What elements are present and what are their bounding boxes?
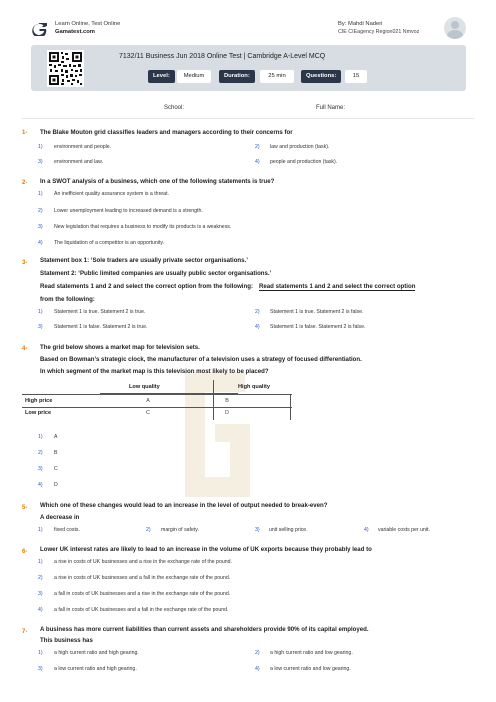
option-text[interactable]: The liquidation of a competitor is an opportunity. bbox=[54, 240, 165, 246]
questions-value: 15 bbox=[345, 70, 367, 83]
question-number: 2- bbox=[22, 180, 28, 186]
table-cell: B bbox=[225, 398, 229, 404]
option-number[interactable]: 2) bbox=[38, 575, 43, 581]
table-col-header: Low quality bbox=[129, 384, 160, 390]
full-name-field-label: Full Name: bbox=[316, 105, 346, 111]
level-value: Medium bbox=[177, 70, 211, 83]
option-number[interactable]: 1) bbox=[38, 434, 43, 440]
question-text: A decrease in bbox=[40, 514, 80, 521]
option-number[interactable]: 2) bbox=[146, 527, 151, 533]
option-number[interactable]: 2) bbox=[38, 450, 43, 456]
option-text[interactable]: a high current ratio and low gearing. bbox=[270, 650, 353, 656]
question-text: Statement 2: ‘Public limited companies are usually public sector organisations.’ bbox=[40, 270, 272, 277]
question-text: The grid below shows a market map for television sets. bbox=[40, 344, 200, 351]
option-number[interactable]: 3) bbox=[38, 466, 43, 472]
duration-value: 25 min bbox=[260, 70, 294, 83]
option-number[interactable]: 2) bbox=[38, 208, 43, 214]
option-number[interactable]: 1) bbox=[38, 559, 43, 565]
option-number[interactable]: 1) bbox=[38, 527, 43, 533]
question-text: Read statements 1 and 2 and select the correct option from the following: bbox=[40, 283, 253, 290]
option-number[interactable]: 4) bbox=[38, 240, 43, 246]
option-text[interactable]: Statement 1 is true. Statement 2 is false. bbox=[270, 309, 364, 315]
option-number[interactable]: 1) bbox=[38, 650, 43, 656]
question-text-underlined: Read statements 1 and 2 and select the correct option bbox=[259, 283, 416, 290]
table-cell: A bbox=[146, 398, 150, 404]
option-text[interactable]: a low current ratio and low gearing. bbox=[270, 666, 351, 672]
author-name: By: Mahdi Naderi bbox=[338, 21, 383, 27]
option-text[interactable]: unit selling price. bbox=[269, 527, 308, 533]
test-title: 7132/11 Business Jun 2018 Online Test | Cambridge A-Level MCQ bbox=[119, 53, 326, 60]
option-text[interactable]: C bbox=[54, 466, 58, 472]
option-number[interactable]: 3) bbox=[38, 224, 43, 230]
option-text[interactable]: fixed costs. bbox=[54, 527, 80, 533]
table-rule bbox=[22, 407, 292, 408]
option-text[interactable]: A bbox=[54, 434, 58, 440]
avatar-head-shape bbox=[451, 21, 459, 29]
author-avatar bbox=[444, 17, 466, 39]
question-number: 4- bbox=[22, 346, 28, 352]
option-text[interactable]: people and production (task). bbox=[270, 159, 338, 165]
option-number[interactable]: 3) bbox=[38, 666, 43, 672]
page-header bbox=[0, 0, 496, 44]
option-number[interactable]: 2) bbox=[255, 144, 260, 150]
option-number[interactable]: 4) bbox=[255, 666, 260, 672]
avatar-body-shape bbox=[447, 30, 463, 39]
question-text: A business has more current liabilities than current assets and shareholders provide 90% of its capital employed. bbox=[40, 626, 369, 633]
author-affiliation: CIE CIEagency Region021 Nmvoz bbox=[338, 29, 420, 35]
option-text[interactable]: Statement 1 is true. Statement 2 is true. bbox=[54, 309, 146, 315]
option-text[interactable]: Lower unemployment leading to increased demand is a strength. bbox=[54, 208, 203, 214]
question-text: In which segment of the market map is this television most likely to be placed? bbox=[40, 368, 269, 375]
option-number[interactable]: 4) bbox=[38, 482, 43, 488]
question-text: The Blake Mouton grid classifies leaders and managers according to their concerns for bbox=[40, 129, 293, 136]
option-number[interactable]: 3) bbox=[38, 591, 43, 597]
qr-code-icon[interactable] bbox=[47, 50, 84, 87]
option-number[interactable]: 3) bbox=[255, 527, 260, 533]
question-text: In a SWOT analysis of a business, which one of the following statements is true? bbox=[40, 178, 275, 185]
option-number[interactable]: 4) bbox=[255, 324, 260, 330]
option-text[interactable]: a low current ratio and high gearing. bbox=[54, 666, 137, 672]
option-text[interactable]: environment and people. bbox=[54, 144, 112, 150]
option-text[interactable]: a rise in costs of UK businesses and a rise in the exchange rate of the pound. bbox=[54, 559, 232, 565]
option-text[interactable]: a fall in costs of UK businesses and a fall in the exchange rate of the pound. bbox=[54, 607, 229, 613]
market-map-table bbox=[22, 380, 474, 420]
brand-site-link[interactable]: Gamatest.com bbox=[55, 29, 95, 35]
table-cell: D bbox=[225, 410, 229, 416]
table-col-header: High quality bbox=[238, 384, 271, 390]
table-row-label: High price bbox=[25, 398, 53, 404]
option-text[interactable]: B bbox=[54, 450, 58, 456]
option-text[interactable]: a fall in costs of UK businesses and a rise in the exchange rate of the pound. bbox=[54, 591, 231, 597]
option-text[interactable]: D bbox=[54, 482, 58, 488]
questions-label: Questions: bbox=[301, 70, 341, 83]
option-number[interactable]: 1) bbox=[38, 309, 43, 315]
option-number[interactable]: 4) bbox=[364, 527, 369, 533]
question-text: Statement box 1: ‘Sole traders are usually private sector organisations.’ bbox=[40, 257, 248, 264]
table-rule bbox=[22, 394, 292, 395]
option-text[interactable]: variable costs per unit. bbox=[378, 527, 430, 533]
question-text: from the following: bbox=[40, 296, 95, 303]
option-number[interactable]: 1) bbox=[38, 191, 43, 197]
option-number[interactable]: 3) bbox=[38, 159, 43, 165]
question-number: 3- bbox=[22, 260, 28, 266]
option-text[interactable]: environment and law. bbox=[54, 159, 104, 165]
school-field-label: School: bbox=[164, 105, 185, 111]
question-number: 5- bbox=[22, 505, 28, 511]
option-number[interactable]: 3) bbox=[38, 324, 43, 330]
divider bbox=[22, 118, 474, 119]
question-text: This business has bbox=[40, 637, 93, 644]
question-number: 7- bbox=[22, 629, 28, 635]
question-text: Lower UK interest rates are likely to lead to an increase in the volume of UK exports because they probably lead to bbox=[40, 546, 372, 553]
option-text[interactable]: law and production (task). bbox=[270, 144, 330, 150]
option-number[interactable]: 4) bbox=[255, 159, 260, 165]
option-number[interactable]: 4) bbox=[38, 607, 43, 613]
option-number[interactable]: 1) bbox=[38, 144, 43, 150]
option-text[interactable]: a high current ratio and high gearing. bbox=[54, 650, 139, 656]
gamatest-logo-icon bbox=[31, 23, 47, 36]
table-row-label: Low price bbox=[25, 410, 52, 416]
question-text: Based on Bowman’s strategic clock, the manufacturer of a television uses a strategy of focused differentiation. bbox=[40, 356, 362, 363]
table-cell: C bbox=[146, 410, 150, 416]
duration-label: Duration: bbox=[219, 70, 255, 83]
brand-tagline: Learn Online, Test Online bbox=[55, 21, 121, 27]
question-number: 1- bbox=[22, 130, 28, 136]
option-number[interactable]: 2) bbox=[255, 309, 260, 315]
question-text: Which one of these changes would lead to an increase in the level of output needed to break-even? bbox=[40, 502, 328, 509]
option-text[interactable]: a rise in costs of UK businesses and a fall in the exchange rate of the pound. bbox=[54, 575, 231, 581]
option-text[interactable]: An inefficient quality assurance system is a threat. bbox=[54, 191, 169, 197]
level-label: Level: bbox=[148, 70, 175, 83]
option-text[interactable]: Statement 1 is false. Statement 2 is true. bbox=[54, 324, 148, 330]
option-text[interactable]: New legislation that requires a business to modify its products is a weakness. bbox=[54, 224, 232, 230]
option-text[interactable]: margin of safety. bbox=[161, 527, 199, 533]
question-number: 6- bbox=[22, 549, 28, 555]
test-banner bbox=[31, 45, 466, 91]
option-number[interactable]: 2) bbox=[255, 650, 260, 656]
option-text[interactable]: Statement 1 is false. Statement 2 is false. bbox=[270, 324, 366, 330]
